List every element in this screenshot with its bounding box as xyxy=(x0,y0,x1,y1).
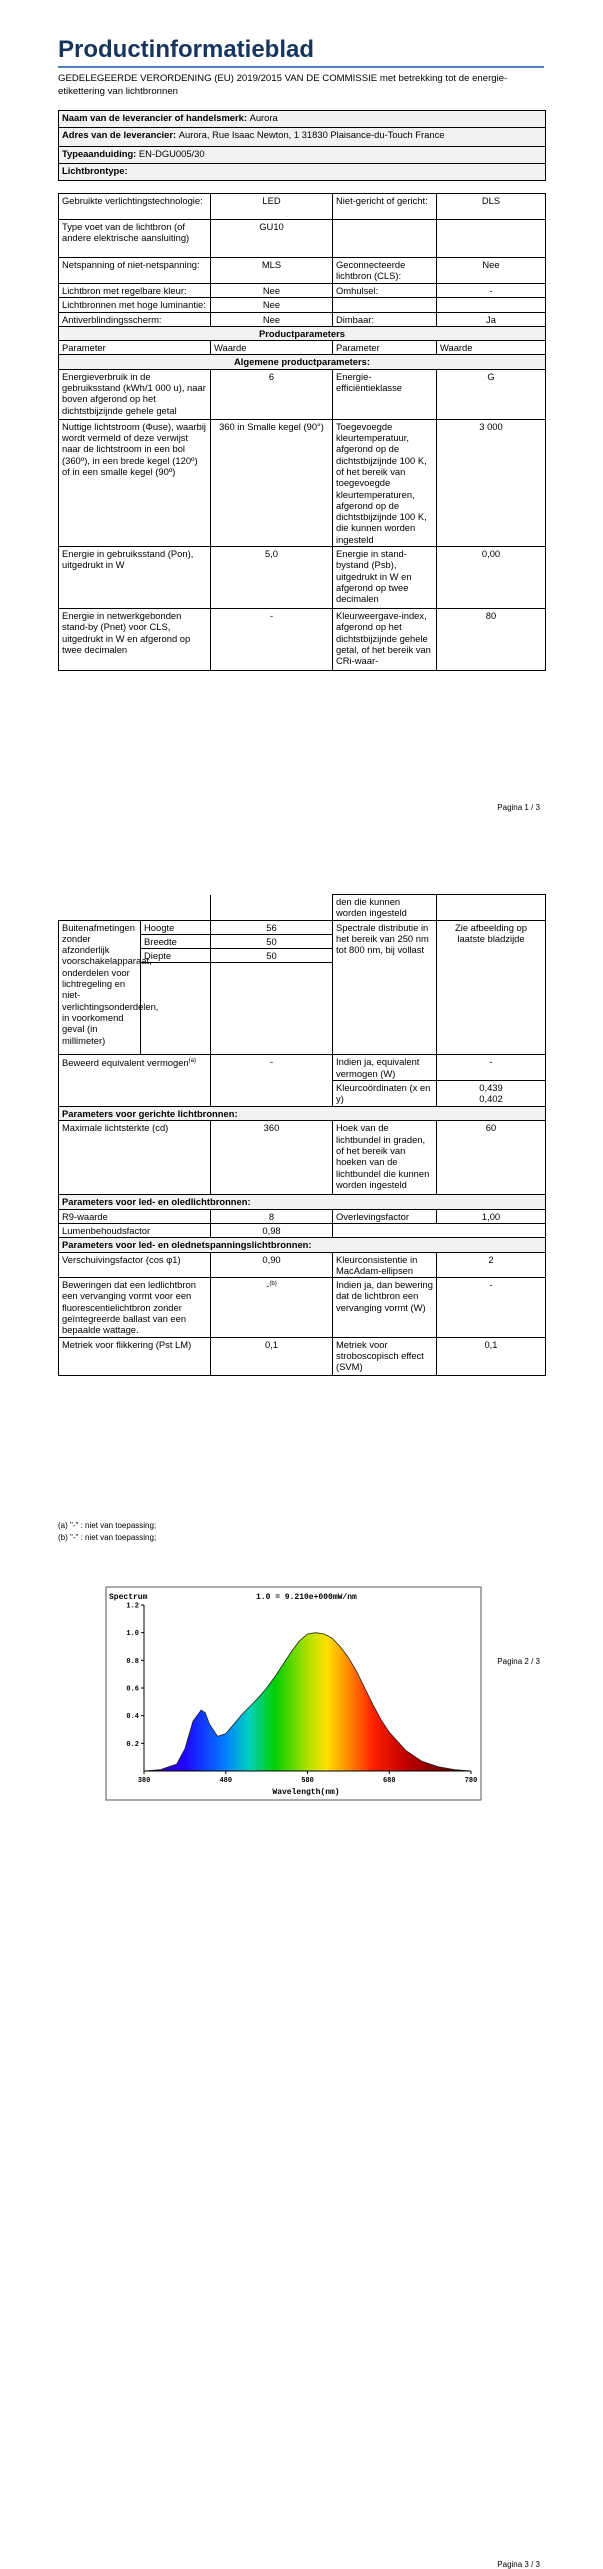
dim-name: Breedte xyxy=(141,934,211,948)
blank-cell xyxy=(59,895,211,921)
equiv-power-value: - xyxy=(211,1055,333,1107)
footnote-a: (a) "-" : niet van toepassing; xyxy=(58,1521,157,1530)
title-rule xyxy=(58,66,544,68)
y-tick-label: 0.2 xyxy=(126,1740,139,1749)
dim-value: 56 xyxy=(211,920,333,934)
chroma-x: 0,439 xyxy=(479,1082,503,1094)
max-intensity-value: 360 xyxy=(211,1121,333,1195)
blank-cell xyxy=(211,895,333,921)
y-tick-label: 0.4 xyxy=(126,1713,139,1722)
supplier-name-value: Aurora xyxy=(249,112,278,123)
ls-cell: Ja xyxy=(437,312,546,326)
dims-label: Buitenafmetingen zonder afzonderlijk voorschakelapparaat, onderdelen voor lichtregeling en niet-verlichtingsonderdelen, in voorkomend geval (in millimeter) xyxy=(59,920,141,1055)
x-tick-label: 780 xyxy=(464,1777,478,1785)
lightsource-table xyxy=(58,193,546,671)
page-3 xyxy=(0,1680,603,2569)
footnotes xyxy=(58,1520,156,1544)
replace-value-text: - xyxy=(266,1280,270,1292)
ls-cell: Dimbaar: xyxy=(333,312,437,326)
ls-cell: Geconnecteerde lichtbron (CLS): xyxy=(333,258,437,284)
lumen-value: 0,98 xyxy=(211,1223,333,1237)
gen-cell: 360 in Smalle kegel (90°) xyxy=(211,419,333,546)
ls-cell: Nee xyxy=(437,258,546,284)
y-tick-label: 0.6 xyxy=(126,1685,139,1694)
ls-cell: Nee xyxy=(211,312,333,326)
gen-cell: 3 000 xyxy=(437,419,546,546)
ls-cell xyxy=(333,298,437,312)
col-header: Waarde xyxy=(211,341,333,355)
ls-cell xyxy=(437,298,546,312)
gen-cell: Energie-efficiëntieklasse xyxy=(333,369,437,419)
shift-label: Verschuivingsfactor (cos φ1) xyxy=(59,1252,211,1278)
col-header: Parameter xyxy=(59,341,211,355)
y-tick-label: 1.0 xyxy=(126,1630,139,1639)
gen-cell: G xyxy=(437,369,546,419)
gen-cell: Energieverbruik in de gebruiksstand (kWh/1 000 u), naar boven afgerond op het dichtstbijzijnde gehele getal xyxy=(59,369,211,419)
lightsource-type-heading: Lichtbrontype: xyxy=(59,164,546,181)
equiv-power2-value: - xyxy=(437,1055,546,1081)
model-value: EN-DGU005/30 xyxy=(138,148,205,159)
beam-angle-value: 60 xyxy=(437,1121,546,1195)
supplier-table xyxy=(58,110,546,181)
general-params-heading: Algemene productparameters: xyxy=(59,355,546,369)
mains-heading: Parameters voor led- en olednetspanningslichtbronnen: xyxy=(59,1238,546,1252)
equiv-power-label xyxy=(59,1055,211,1107)
gen-cell: Energie in netwerkgebonden stand-by (Pnet) voor CLS, uitgedrukt in W en afgerond op twee decimalen xyxy=(59,609,211,671)
ls-cell: Lichtbron met regelbare kleur: xyxy=(59,284,211,298)
blank-cell xyxy=(333,1223,546,1237)
chroma-label: Kleurcoördinaten (x en y) xyxy=(333,1081,437,1107)
lumen-label: Lumenbehoudsfactor xyxy=(59,1223,211,1237)
x-tick-label: 380 xyxy=(137,1777,151,1785)
supplier-address-row xyxy=(59,128,546,147)
replace2-label: Indien ja, dan bewering dat de lichtbron een vervanging vormt (W) xyxy=(333,1278,437,1337)
y-tick-label: 1.2 xyxy=(126,1602,139,1611)
col-header: Waarde xyxy=(437,341,546,355)
page-number: Pagina 1 / 3 xyxy=(497,803,540,812)
macadam-value: 2 xyxy=(437,1252,546,1278)
ls-cell: Nee xyxy=(211,298,333,312)
dim-name: Diepte xyxy=(141,949,211,963)
gen-cell: 80 xyxy=(437,609,546,671)
product-params-heading: Productparameters xyxy=(59,326,546,340)
spectrum-chart xyxy=(106,1587,481,1800)
chroma-values xyxy=(437,1081,546,1107)
replace-value xyxy=(211,1278,333,1337)
ls-cell: GU10 xyxy=(211,220,333,258)
beam-angle-label: Hoek van de lichtbundel in graden, of het bereik van hoeken van de lichtbundel die kunnen worden ingesteld xyxy=(333,1121,437,1195)
document-title: Productinformatieblad xyxy=(58,36,315,63)
ls-cell: Lichtbronnen met hoge luminantie: xyxy=(59,298,211,312)
ls-cell: Netspanning of niet-netspanning: xyxy=(59,258,211,284)
directional-heading: Parameters voor gerichte lichtbronnen: xyxy=(59,1107,546,1121)
equiv-power-text: Beweerd equivalent vermogen xyxy=(62,1057,189,1069)
col-header: Parameter xyxy=(333,341,437,355)
x-tick-label: 680 xyxy=(382,1777,396,1785)
gen-cell: - xyxy=(211,609,333,671)
dim-value: 50 xyxy=(211,934,333,948)
blank-cell xyxy=(211,963,333,1055)
ls-cell xyxy=(437,220,546,258)
gen-cell: Kleurweergave-index, afgerond op het dichtstbijzijnde gehele getal, of het bereik van CRi-waar- xyxy=(333,609,437,671)
supplier-address-label: Adres van de leverancier: xyxy=(62,129,177,140)
chroma-y: 0,402 xyxy=(479,1093,503,1105)
r9-value: 8 xyxy=(211,1209,333,1223)
page-number: Pagina 2 / 3 xyxy=(497,1657,540,1666)
chart-title: Spectrum xyxy=(109,1593,148,1602)
gen-cell: 6 xyxy=(211,369,333,419)
page-1 xyxy=(0,0,603,860)
ls-cell: Antiverblindingsscherm: xyxy=(59,312,211,326)
cri-continued: den die kunnen worden ingesteld xyxy=(333,895,437,921)
ls-cell: Omhulsel: xyxy=(333,284,437,298)
flicker-value: 0,1 xyxy=(211,1337,333,1375)
y-tick-label: 0.8 xyxy=(126,1657,139,1666)
gen-cell: 0,00 xyxy=(437,547,546,609)
footnote-mark-a: (a) xyxy=(188,1058,196,1065)
svm-label: Metriek voor stroboscopisch effect (SVM) xyxy=(333,1337,437,1375)
spectral-label: Spectrale distributie in het bereik van 250 nm tot 800 nm, bij vollast xyxy=(333,920,437,1055)
equiv-power2-label: Indien ja, equivalent vermogen (W) xyxy=(333,1055,437,1081)
ls-cell xyxy=(333,220,437,258)
gen-cell: Energie in stand-bystand (Psb), uitgedrukt in W en afgerond op twee decimalen xyxy=(333,547,437,609)
ls-cell: MLS xyxy=(211,258,333,284)
flicker-label: Metriek voor flikkering (Pst LM) xyxy=(59,1337,211,1375)
led-heading: Parameters voor led- en oledlichtbronnen: xyxy=(59,1195,546,1209)
svm-value: 0,1 xyxy=(437,1337,546,1375)
footnote-b: (b) "-" : niet van toepassing; xyxy=(58,1533,157,1542)
x-axis-label: Wavelength(nm) xyxy=(272,1788,340,1797)
ls-cell: Nee xyxy=(211,284,333,298)
survival-value: 1,00 xyxy=(437,1209,546,1223)
document-subtitle: GEDELEGEERDE VERORDENING (EU) 2019/2015 VAN DE COMMISSIE met betrekking tot de energie-etikettering van lichtbronnen xyxy=(58,73,508,97)
survival-label: Overlevingsfactor xyxy=(333,1209,437,1223)
page-2 xyxy=(0,860,603,1680)
supplier-address-value: Aurora, Rue Isaac Newton, 1 31830 Plaisance-du-Touch France xyxy=(178,129,445,140)
chart-annotation: 1.0 = 9.210e+000mW/nm xyxy=(256,1593,357,1602)
blank-cell xyxy=(437,895,546,921)
page2-table xyxy=(58,894,546,1376)
gen-cell: 5,0 xyxy=(211,547,333,609)
x-tick-label: 480 xyxy=(219,1777,233,1785)
ls-cell: LED xyxy=(211,194,333,220)
ls-cell: Type voet van de lichtbron (of andere elektrische aansluiting) xyxy=(59,220,211,258)
page-number: Pagina 3 / 3 xyxy=(497,2560,540,2569)
max-intensity-label: Maximale lichtsterkte (cd) xyxy=(59,1121,211,1195)
replace-label: Beweringen dat een ledlichtbron een vervanging vormt voor een fluorescentielichtbron zonder geïntegreerde ballast van een bepaalde wattage. xyxy=(59,1278,211,1337)
x-tick-label: 580 xyxy=(301,1777,314,1785)
supplier-name-label: Naam van de leverancier of handelsmerk: xyxy=(62,112,247,123)
spectral-value: Zie afbeelding op laatste bladzijde xyxy=(437,920,546,1055)
ls-cell: Gebruikte verlichtingstechnologie: xyxy=(59,194,211,220)
footnote-mark-b: (b) xyxy=(269,1281,277,1288)
gen-cell: Energie in gebruiksstand (Pon), uitgedrukt in W xyxy=(59,547,211,609)
dim-value: 50 xyxy=(211,949,333,963)
ls-cell: DLS xyxy=(437,194,546,220)
r9-label: R9-waarde xyxy=(59,1209,211,1223)
gen-cell: Toegevoegde kleurtemperatuur, afgerond op de dichtstbijzijnde 100 K, of het bereik van toegevoegde kleurtemperaturen, afgerond op de dichtstbijzijnde 100 K, die kunnen worden ingesteld xyxy=(333,419,437,546)
shift-value: 0,90 xyxy=(211,1252,333,1278)
supplier-name-row xyxy=(59,111,546,128)
dim-name: Hoogte xyxy=(141,920,211,934)
model-label: Typeaanduiding: xyxy=(62,148,137,159)
replace2-value: - xyxy=(437,1278,546,1337)
gen-cell: Nuttige lichtstroom (Φuse), waarbij wordt vermeld of deze verwijst naar de lichtstroom in een bol (360º), in een brede kegel (120º) of in een smalle kegel (90º) xyxy=(59,419,211,546)
model-row xyxy=(59,147,546,164)
ls-cell: Niet-gericht of gericht: xyxy=(333,194,437,220)
ls-cell: - xyxy=(437,284,546,298)
macadam-label: Kleurconsistentie in MacAdam-ellipsen xyxy=(333,1252,437,1278)
